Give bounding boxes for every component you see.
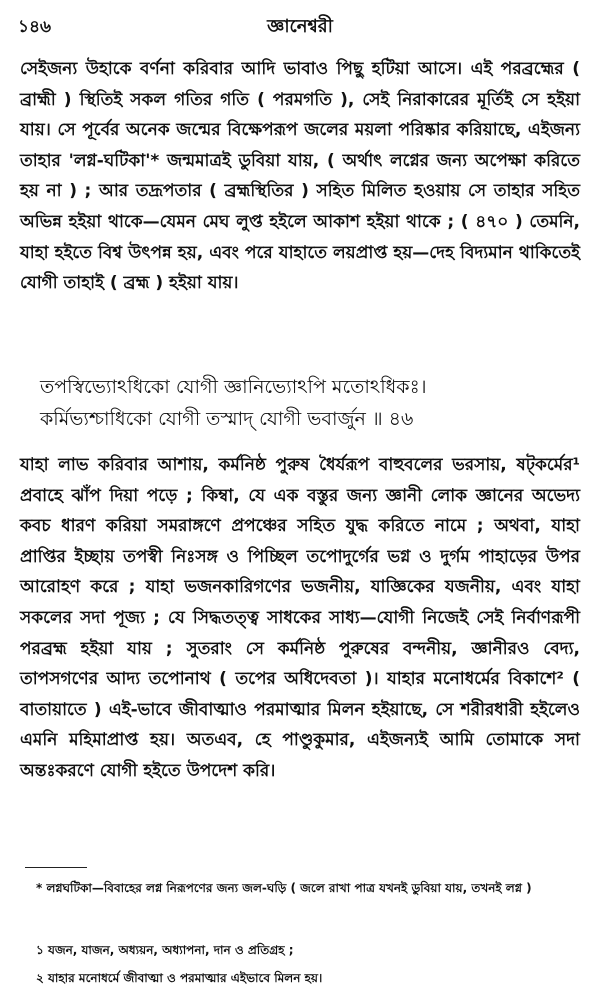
footnote-divider <box>25 867 87 868</box>
footnote-2: ২ যাহার মনোধর্মে জীবাত্মা ও পরমাত্মার এইভাবে মিলন হয়। <box>36 971 323 985</box>
footnote-1: ১ যজন, যাজন, অধ্যয়ন, অধ্যাপনা, দান ও প্রতিগ্রহ ; <box>36 943 294 957</box>
body-paragraph-1: সেইজন্য উহাকে বর্ণনা করিবার আদি ভাবাও পিছু হটিয়া আসে। এই পরব্রহ্মের ( ব্রাহ্মী ) স্থিতিই সকল গতির গতি ( পরমগতি ), সেই নিরাকারের মূর্তিই সে হইয়া যায়। সে পূর্বের অনেক জন্মের বিক্ষেপরূপ জলের ময়লা পরিষ্কার করিয়াছে, এইজন্য তাহার 'লগ্ন-ঘটিকা'* জন্মমাত্রই ডুবিয়া যায়, ( অর্থাৎ লগ্নের জন্য অপেক্ষা করিতে হয় না ) ; আর তদ্রূপতার ( ব্রহ্মস্থিতির ) সহিত মিলিত হওয়ায় সে তাহার সহিত অভিন্ন হইয়া থাকে—যেমন মেঘ লুপ্ত হইলে আকাশ হইয়া থাকে ; ( ৪৭০ ) তেমনি, যাহা হইতে বিশ্ব উৎপন্ন হয়, এবং পরে যাহাতে লয়প্রাপ্ত হয়—দেহ বিদ্যমান থাকিতেই যোগী তাহাই ( ব্রহ্ম ) হইয়া যায়। <box>20 59 580 294</box>
verse-line-2: কর্মিভ্যশ্চাধিকো যোগী তস্মাদ্ যোগী ভবার্জুন ॥ ৪৬ <box>40 408 414 430</box>
running-title: জ্ঞানেশ্বরী <box>267 16 333 37</box>
verse-line-1: তপস্বিভ্যোঽধিকো যোগী জ্ঞানিভ্যোঽপি মতোঽধিকঃ। <box>40 376 427 398</box>
page-number: ১৪৬ <box>18 17 52 37</box>
body-paragraph-2: যাহা লাভ করিবার আশায়, কর্মনিষ্ঠ পুরুষ ধৈর্যরূপ বাহুবলের ভরসায়, ষট্‌কর্মের¹ প্রবাহে ঝাঁপ দিয়া পড়ে ; কিম্বা, যে এক বস্তুর জন্য জ্ঞানী লোক জ্ঞানের অভেদ্য কবচ ধারণ করিয়া সমরাঙ্গণে প্রপঞ্চের সহিত যুদ্ধ করিতে নামে ; অথবা, যাহা প্রাপ্তির ইচ্ছায় তপস্বী নিঃসঙ্গ ও পিচ্ছিল তপোদুর্গের ভগ্ন ও দুর্গম পাহাড়ের উপর আরোহণ করে ; যাহা ভজনকারিগণের ভজনীয়, যাজ্ঞিকের যজনীয়, এবং যাহা সকলের সদা পূজ্য ; যে সিদ্ধতত্ত্ব সাধকের সাধ্য—যোগী নিজেই সেই নির্বাণরূপী পরব্রহ্ম হইয়া যায় ; সুতরাং সে কর্মনিষ্ঠ পুরুষের বন্দনীয়, জ্ঞানীরও বেদ্য, তাপসগণের আদ্য তপোনাথ ( তপের অধিদেবতা )। যাহার মনোধর্মের বিকাশে² ( বাতায়াতে ) এই-ভাবে জীবাত্মাও পরমাত্মার মিলন হইয়াছে, সে শরীরধারী হইলেও এমনি মহিমাপ্রাপ্ত হয়। অতএব, হে পাণ্ডুকুমার, এইজন্যই আমি তোমাকে সদা অন্তঃকরণে যোগী হইতে উপদেশ করি। <box>20 455 580 781</box>
footnote-star: * লগ্নঘটিকা—বিবাহের লগ্ন নিরূপণের জন্য জল-ঘড়ি ( জলে রাখা পাত্র যখনই ডুবিয়া যায়, তখনই লগ্ন ) <box>36 881 532 895</box>
